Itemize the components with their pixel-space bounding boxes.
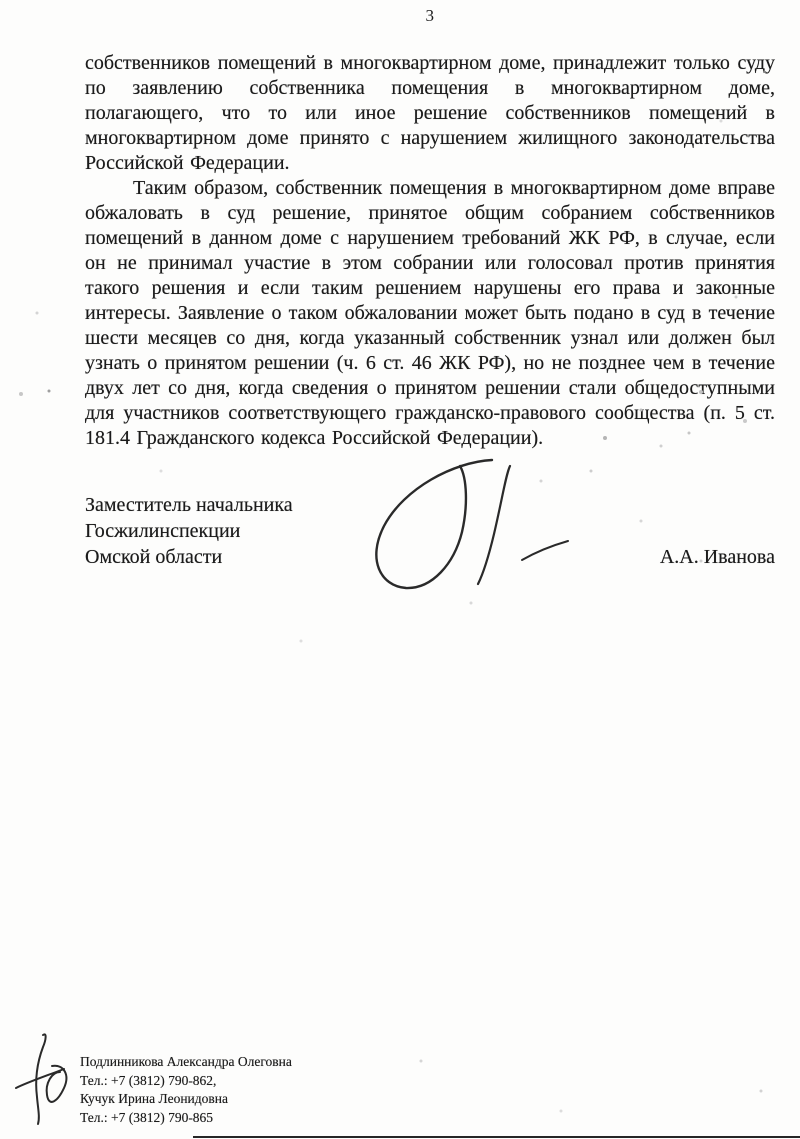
signer-position-line: Госжилинспекции: [85, 520, 241, 542]
contact-phone: Тел.: +7 (3812) 790-865: [80, 1109, 214, 1125]
scan-noise-speckles: [0, 0, 2, 2]
document-body: [85, 51, 775, 451]
contact-phone: Тел.: +7 (3812) 790-862,: [80, 1072, 217, 1088]
scan-edge-line: [193, 1136, 800, 1138]
executor-contacts: [80, 1053, 292, 1127]
paragraph: Таким образом, собственник помещения в многоквартирном доме вправе обжаловать в суд решение, принятое общим собранием собственников помещений в данном доме с нарушением требований ЖК РФ, в случае, если он не принимал участие в этом собрании или голосовал против принятия такого решения и если таким решением нарушены его права и законные интересы. Заявление о таком обжаловании может быть подано в суд в течение шести месяцев со дня, когда указанный собственник узнал или должен был узнать о принятом решении (ч. 6 ст. 46 ЖК РФ), но не позднее чем в течение двух лет со дня, когда сведения о принятом решении стали общедоступными для участников соответствующего гражданско-правового сообщества (п. 5 ст. 181.4 Гражданского кодекса Российской Федерации).: [85, 177, 775, 449]
handwritten-signature-icon: [352, 452, 582, 597]
contact-name: Кучук Ирина Леонидовна: [80, 1091, 228, 1106]
signer-name: А.А. Иванова: [659, 546, 775, 568]
page-number: 3: [425, 6, 435, 25]
signer-position: [85, 492, 293, 570]
signer-position-line: Омской области: [85, 546, 223, 568]
executor-initials-scrawl-icon: [12, 1030, 78, 1130]
signer-position-line: Заместитель начальника: [85, 494, 293, 516]
paragraph: собственников помещений в многоквартирном доме, принадлежит только суду по заявлению собственника помещения в многоквартирном доме, полагающего, что то или иное решение собственников помещений в многоквартирном доме принято с нарушением жилищного законодательства Российской Федерации.: [85, 52, 775, 174]
contact-name: Подлинникова Александра Олеговна: [80, 1054, 292, 1069]
